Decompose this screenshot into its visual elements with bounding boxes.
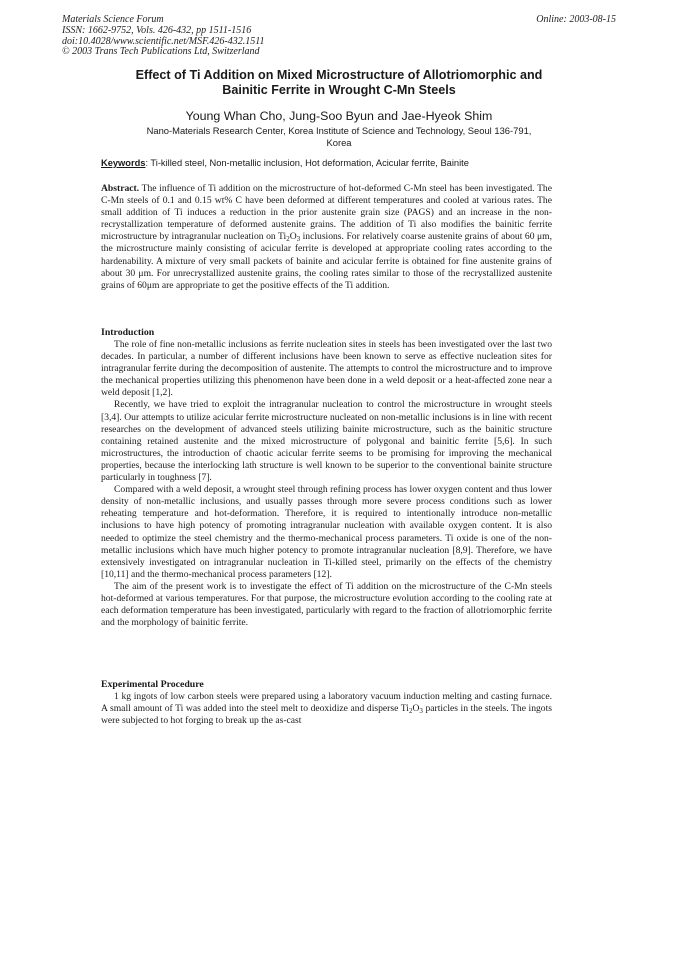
affiliation-line-2: Korea	[326, 137, 352, 149]
intro-paragraph-2: Recently, we have tried to exploit the intragranular nucleation to control the microstructure in wrought steels [3,4]. Our attempts to utilize acicular ferrite microstructure nucleated on non-metallic inclusions is in line with recent researches on the development of advanced steels utilizing bainite microstructure, such as the bainitic structure containing retained austenite and the mixed microstructure of polygonal and bainitic ferrite [5,6]. In such microstructures, the introduction of chaotic acicular ferrite seems to be promising for improving the mechanical properties, because the interlocking lath structure is well known to be superior to the conventional bainite structure particularly in toughness [7].	[101, 399, 552, 484]
experimental-sub-2: 3	[419, 707, 423, 716]
copyright-line: © 2003 Trans Tech Publications Ltd, Switzerland	[62, 46, 260, 58]
experimental-heading: Experimental Procedure	[101, 679, 204, 690]
keywords-label: Keywords	[101, 158, 146, 168]
abstract-sub-2: 3	[296, 235, 301, 244]
experimental-o: O	[412, 703, 420, 715]
abstract-paragraph	[101, 183, 552, 292]
title-line-1: Effect of Ti Addition on Mixed Microstructure of Allotriomorphic and	[135, 68, 543, 82]
experimental-text-b: particles in the steels. The ingots were subjected to hot forging to break up the as-cast	[101, 703, 553, 727]
abstract-o: O	[289, 231, 297, 243]
intro-paragraph-4: The aim of the present work is to investigate the effect of Ti addition on the microstructure of the C-Mn steels hot-deformed at various temperatures. For that purpose, the microstructure evolution according to the cooling rate at each deformation temperature has been investigated, particularly with regard to the fraction of allotriomorphic ferrite and the morphology of bainitic ferrite.	[101, 580, 552, 629]
online-date: Online: 2003-08-15	[536, 14, 616, 25]
affiliation-line-1: Nano-Materials Research Center, Korea Institute of Science and Technology, Seoul 136-791,	[146, 125, 532, 136]
issn-line: ISSN: 1662-9752, Vols. 426-432, pp 1511-1516	[62, 24, 252, 36]
paper-title	[62, 68, 616, 98]
experimental-body	[101, 691, 552, 727]
title-line-2: Bainitic Ferrite in Wrought C-Mn Steels	[222, 83, 456, 97]
abstract-text-b: inclusions. For relatively coarse austenite grains of about 60 μm, the microstructure mainly consisting of acicular ferrite is developed at appropriate cooling rates according to the hardenability. A mixture of very small packets of bainite and acicular ferrite is obtained for fine austenite grains of about 30 μm. For unrecrystallized austenite grains, the cooling rates similar to those of the recrystallized austenite grains of 60μm are appropriate to get the positive effects of the Ti addition.	[101, 231, 552, 291]
abstract-sub-1: 2	[286, 235, 290, 244]
affiliation	[62, 125, 616, 149]
keywords-text: : Ti-killed steel, Non-metallic inclusion, Hot deformation, Acicular ferrite, Bainite	[145, 158, 469, 168]
abstract	[101, 183, 552, 292]
introduction-heading: Introduction	[101, 327, 155, 338]
experimental-sub-1: 2	[408, 707, 413, 716]
intro-paragraph-3: Compared with a weld deposit, a wrought steel through refining process has lower oxygen content and thus lower density of non-metallic inclusions, and usually passes through more severe process conditions such as lower reheating temperature and hot-deformation. Therefore, it is required to intentionally introduce non-metallic inclusions to have high potency of promoting intragranular nucleation with available oxygen content. It is also needed to optimize the steel chemistry and the thermo-mechanical process parameters. Ti oxide is one of the non-metallic inclusions which have much higher potency to promote intragranular nucleation [8,9]. Therefore, we have extensively investigated on intragranular nucleation in Ti-killed steel, primarily on the effects of the chemistry [10,11] and the thermo-mechanical process parameters [12].	[101, 484, 552, 580]
abstract-text-a: The influence of Ti addition on the microstructure of hot-deformed C-Mn steel has been investigated. The C-Mn steels of 0.1 and 0.15 wt% C have been deformed at different temperatures and cooled at various rates. The small addition of Ti induces a reduction in the prior austenite grain size (PAGS) and an increase in the non-recrystallization temperature of deformed austenite grains. The addition of Ti also modifies the bainitic ferrite microstructure by intragranular nucleation on Ti	[101, 183, 552, 243]
author-list: Young Whan Cho, Jung-Soo Byun and Jae-Hyeok Shim	[185, 109, 493, 123]
doi-line: doi:10.4028/www.scientific.net/MSF.426-432.1511	[62, 35, 265, 47]
experimental-paragraph	[101, 691, 552, 727]
experimental-text-a: 1 kg ingots of low carbon steels were prepared using a laboratory vacuum induction melting and casting furnace. A small amount of Ti was added into the steel melt to deoxidize and disperse Ti	[101, 691, 552, 715]
keywords	[101, 158, 621, 168]
abstract-label: Abstract.	[101, 183, 140, 194]
journal-name: Materials Science Forum	[62, 14, 164, 25]
journal-header	[62, 15, 616, 58]
introduction-body	[101, 339, 552, 629]
intro-paragraph-1: The role of fine non-metallic inclusions as ferrite nucleation sites in steels has been investigated over the last two decades. In particular, a number of different inclusions have been known to serve as effective nucleation sites for intragranular ferrite during the decomposition of austenite. The attempts to control the microstructure and to improve the mechanical properties utilizing this phenomenon have been done in a weld deposit or a heat-affected zone near a weld deposit [1,2].	[101, 339, 552, 399]
